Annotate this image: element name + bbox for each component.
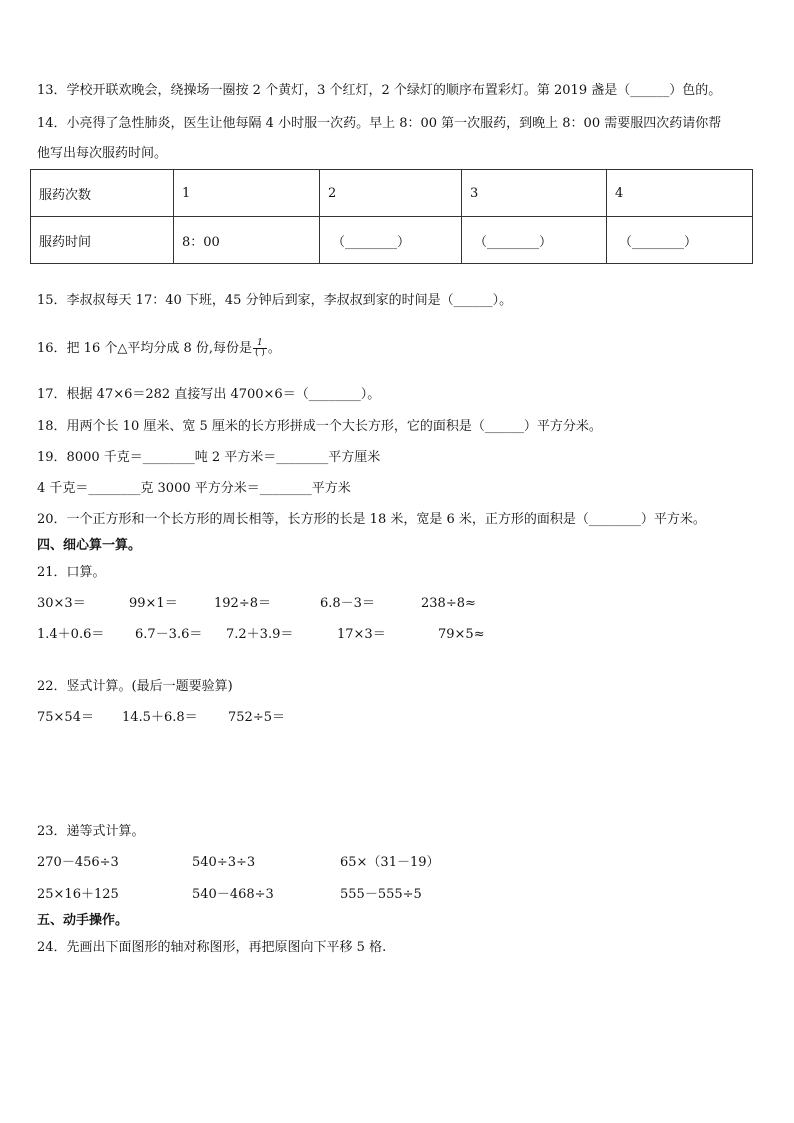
calc-item: 17×3＝ xyxy=(337,627,386,642)
calc-item: 6.8－3＝ xyxy=(320,596,375,611)
calc-item: 79×5≈ xyxy=(438,627,485,642)
question-18: 18．用两个长 10 厘米、宽 5 厘米的长方形拼成一个大长方形，它的面积是（______）平方分米。 xyxy=(37,419,602,434)
question-13-tail: ）色的。 xyxy=(669,83,722,98)
question-16-text: 16．把 16 个△平均分成 8 份,每份是 xyxy=(37,341,253,356)
question-13-text: 13．学校开联欢晚会，绕操场一圈按 2 个黄灯，3 个红灯，2 个绿灯的顺序布置彩灯。第 2019 盏是（ xyxy=(37,83,631,98)
section-5-heading: 五、动手操作。 xyxy=(37,913,129,928)
answer-blank[interactable]: （________） xyxy=(462,217,607,264)
question-15: 15．李叔叔每天 17：40 下班，45 分钟后到家，李叔叔到家的时间是（______）。 xyxy=(37,293,513,308)
question-17: 17．根据 47×6＝282 直接写出 4700×6＝（________）。 xyxy=(37,387,381,402)
table-cell: 4 xyxy=(607,170,753,217)
calc-item: 540－468÷3 xyxy=(192,887,274,902)
question-13-blank[interactable]: ______ xyxy=(630,83,670,98)
question-24: 24．先画出下面图形的轴对称图形，再把原图向下平移 5 格. xyxy=(37,940,387,955)
question-21-title: 21．口算。 xyxy=(37,565,106,580)
calc-item: 238÷8≈ xyxy=(421,596,476,611)
question-16 xyxy=(37,339,281,358)
calc-item: 1.4＋0.6＝ xyxy=(37,627,105,642)
fraction-denominator[interactable]: ( ) xyxy=(254,348,265,358)
question-13 xyxy=(37,82,721,100)
question-16-tail: 。 xyxy=(267,341,281,356)
fraction xyxy=(253,339,267,358)
calc-item: 7.2＋3.9＝ xyxy=(226,627,294,642)
calc-item: 65×（31－19） xyxy=(340,855,440,870)
calc-item: 540÷3÷3 xyxy=(192,855,256,870)
question-14-line2: 他写出每次服药时间。 xyxy=(37,146,168,161)
table-cell: 2 xyxy=(320,170,462,217)
question-20: 20．一个正方形和一个长方形的周长相等，长方形的长是 18 米，宽是 6 米，正方形的面积是（________）平方米。 xyxy=(37,512,706,527)
calc-item: 270－456÷3 xyxy=(37,855,119,870)
question-19-line1: 19．8000 千克＝________吨 2 平方米＝________平方厘米 xyxy=(37,450,381,465)
calc-item: 752÷5＝ xyxy=(228,710,285,725)
calc-item: 75×54＝ xyxy=(37,710,94,725)
section-4-heading: 四、细心算一算。 xyxy=(37,538,142,553)
table-cell: 1 xyxy=(174,170,320,217)
table-row xyxy=(31,170,753,217)
calc-item: 14.5＋6.8＝ xyxy=(122,710,198,725)
answer-blank[interactable]: （________） xyxy=(607,217,753,264)
question-14-line1: 14．小亮得了急性肺炎，医生让他每隔 4 小时服一次药。早上 8：00 第一次服药，到晚上 8：00 需要服四次药请你帮 xyxy=(37,116,722,131)
table-row xyxy=(31,217,753,264)
table-cell: 3 xyxy=(462,170,607,217)
table-cell: 8：00 xyxy=(174,217,320,264)
question-19-line2: 4 千克＝________克 3000 平方分米＝________平方米 xyxy=(37,481,351,496)
table-cell: 服药次数 xyxy=(31,170,174,217)
calc-item: 30×3＝ xyxy=(37,596,86,611)
medication-table xyxy=(30,169,753,264)
calc-item: 25×16＋125 xyxy=(37,887,119,902)
calc-item: 99×1＝ xyxy=(129,596,178,611)
question-22-title: 22．竖式计算。(最后一题要验算) xyxy=(37,679,233,694)
answer-blank[interactable]: （________） xyxy=(320,217,462,264)
fraction-numerator: 1 xyxy=(253,339,267,349)
question-23-title: 23．递等式计算。 xyxy=(37,824,145,839)
calc-item: 192÷8＝ xyxy=(214,596,271,611)
table-cell: 服药时间 xyxy=(31,217,174,264)
calc-item: 6.7－3.6＝ xyxy=(135,627,203,642)
calc-item: 555－555÷5 xyxy=(340,887,422,902)
